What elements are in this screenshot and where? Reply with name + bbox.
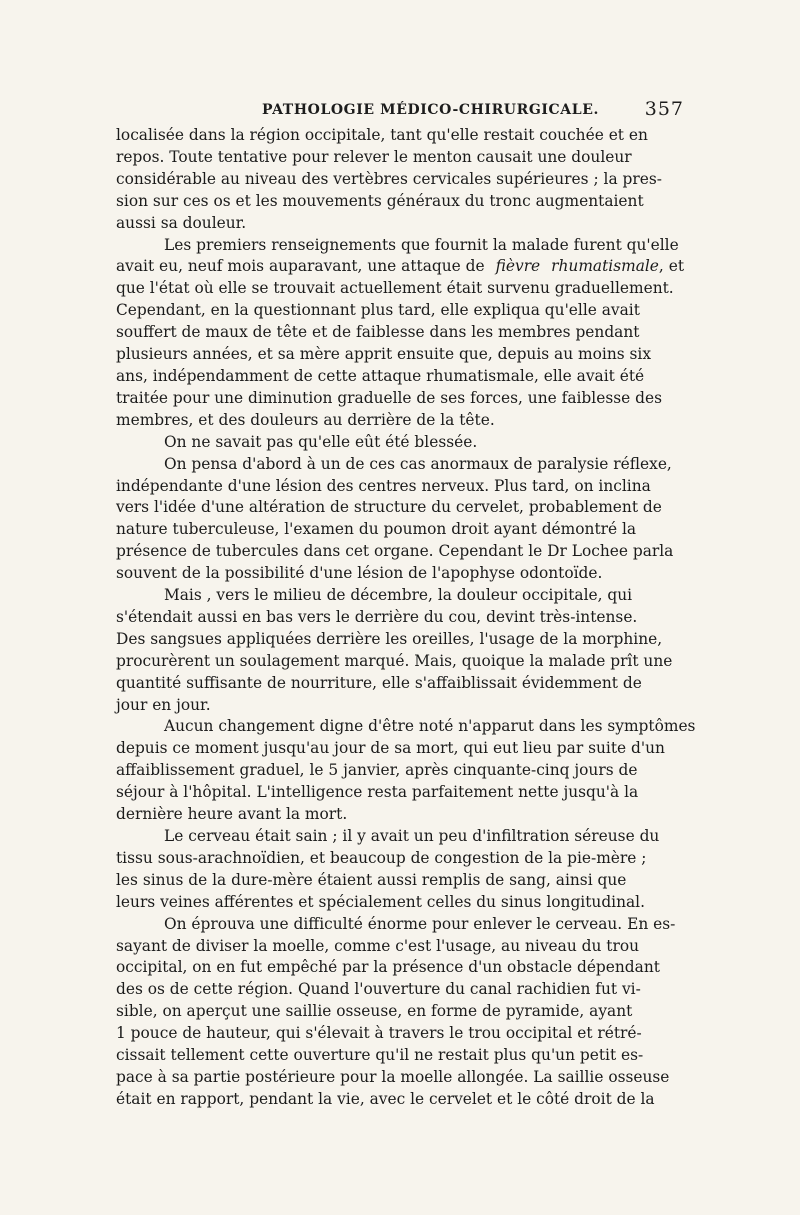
text-line: procurèrent un soulagement marqué. Mais, quoique la malade prît une	[116, 651, 673, 670]
running-title: PATHOLOGIE MÉDICO-CHIRURGICALE.	[262, 102, 599, 118]
text-line: avait eu, neuf mois auparavant, une attaque de fièvre rhumatismale, et	[116, 257, 684, 276]
text-line: s'étendait aussi en bas vers le derrière du cou, devint très-intense.	[116, 607, 638, 626]
text-line: nature tuberculeuse, l'examen du poumon droit ayant démontré la	[116, 520, 637, 539]
text-line: traitée pour une diminution graduelle de ses forces, une faiblesse des	[116, 388, 662, 407]
text-line: leurs veines afférentes et spécialement celles du sinus longitudinal.	[116, 892, 646, 911]
text-line: souffert de maux de tête et de faiblesse dans les membres pendant	[116, 323, 640, 342]
text-line: aussi sa douleur.	[116, 213, 247, 232]
text-line: les sinus de la dure-mère étaient aussi remplis de sang, ainsi que	[116, 870, 627, 889]
text-line: Des sangsues appliquées derrière les oreilles, l'usage de la morphine,	[116, 629, 663, 648]
text-line: On pensa d'abord à un de ces cas anormaux de paralysie réflexe,	[164, 454, 672, 473]
text-line: depuis ce moment jusqu'au jour de sa mort, qui eut lieu par suite d'un	[116, 739, 665, 758]
text-line: indépendante d'une lésion des centres nerveux. Plus tard, on inclina	[116, 476, 651, 495]
text-line: cissait tellement cette ouverture qu'il ne restait plus qu'un petit es-	[116, 1046, 644, 1065]
text-line: Les premiers renseignements que fournit la malade furent qu'elle	[164, 235, 679, 254]
text-line: On éprouva une difficulté énorme pour enlever le cerveau. En es-	[164, 914, 676, 933]
text-line: des os de cette région. Quand l'ouverture du canal rachidien fut vi-	[116, 980, 641, 999]
text-line: 1 pouce de hauteur, qui s'élevait à travers le trou occipital et rétré-	[116, 1024, 642, 1043]
text-line: jour en jour.	[116, 695, 211, 714]
text-line: sayant de diviser la moelle, comme c'est l'usage, au niveau du trou	[116, 936, 639, 955]
text-line: dernière heure avant la mort.	[116, 805, 348, 824]
text-line: On ne savait pas qu'elle eût été blessée.	[164, 432, 478, 451]
text-line: présence de tubercules dans cet organe. Cependant le Dr Lochee parla	[116, 542, 674, 561]
text-line: Aucun changement digne d'être noté n'apparut dans les symptômes	[164, 717, 696, 736]
text-line: membres, et des douleurs au derrière de la tête.	[116, 410, 495, 429]
text-line: considérable au niveau des vertèbres cervicales supérieures ; la pres-	[116, 169, 662, 188]
text-line: plusieurs années, et sa mère apprit ensuite que, depuis au moins six	[116, 345, 652, 364]
text-line: sion sur ces os et les mouvements généraux du tronc augmentaient	[116, 191, 644, 210]
text-line: était en rapport, pendant la vie, avec le cervelet et le côté droit de la	[116, 1089, 655, 1108]
page-number: 357	[644, 98, 684, 120]
text-line: occipital, on en fut empêché par la présence d'un obstacle dépendant	[116, 958, 660, 977]
text-line: Mais , vers le milieu de décembre, la douleur occipitale, qui	[164, 586, 633, 605]
text-line: ans, indépendamment de cette attaque rhumatismale, elle avait été	[116, 366, 645, 385]
text-line: sible, on aperçut une saillie osseuse, en forme de pyramide, ayant	[116, 1002, 633, 1021]
text-line: quantité suffisante de nourriture, elle s'affaiblissait évidemment de	[116, 673, 642, 692]
text-line: vers l'idée d'une altération de structure du cervelet, probablement de	[116, 498, 662, 517]
text-line: repos. Toute tentative pour relever le menton causait une douleur	[116, 147, 632, 166]
text-line: affaiblissement graduel, le 5 janvier, après cinquante-cinq jours de	[116, 761, 638, 780]
text-line: souvent de la possibilité d'une lésion de l'apophyse odontoïde.	[116, 564, 603, 583]
body-text	[116, 125, 696, 1111]
text-line: Le cerveau était sain ; il y avait un peu d'infiltration séreuse du	[164, 827, 660, 845]
text-line: Cependant, en la questionnant plus tard, elle expliqua qu'elle avait	[116, 301, 640, 320]
text-line: localisée dans la région occipitale, tant qu'elle restait couchée et en	[116, 126, 648, 144]
italic-term: fièvre rhumatismale	[495, 257, 659, 276]
text-line: pace à sa partie postérieure pour la moelle allongée. La saillie osseuse	[116, 1067, 670, 1086]
text-line: séjour à l'hôpital. L'intelligence resta parfaitement nette jusqu'à la	[116, 783, 639, 802]
text-line: que l'état où elle se trouvait actuellement était survenu graduellement.	[116, 279, 674, 298]
text-line: tissu sous-arachnoïdien, et beaucoup de congestion de la pie-mère ;	[116, 848, 647, 867]
page-header	[116, 96, 684, 126]
